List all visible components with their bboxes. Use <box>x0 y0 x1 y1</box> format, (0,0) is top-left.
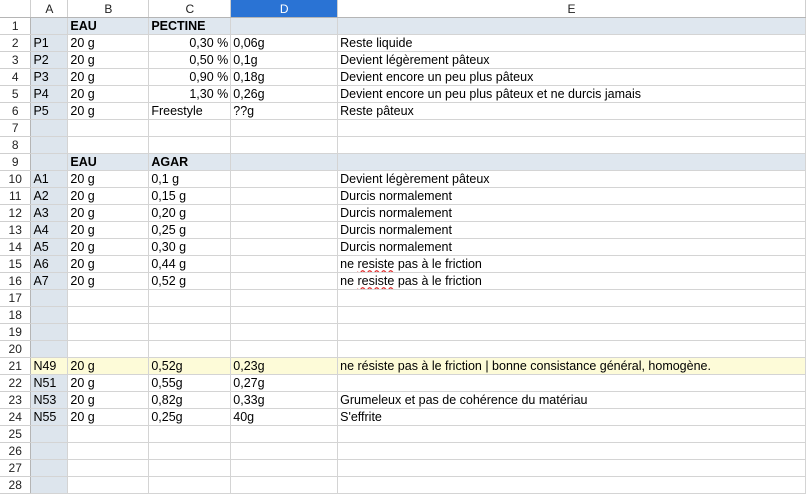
cell-e[interactable] <box>338 460 806 477</box>
column-header-a[interactable]: A <box>31 0 68 18</box>
cell-e[interactable]: Devient légèrement pâteux <box>338 52 806 69</box>
sheet-row <box>0 392 806 409</box>
cell-a[interactable] <box>31 460 68 477</box>
cell-e[interactable]: Devient encore un peu plus pâteux <box>338 69 806 86</box>
cell-b[interactable]: 20 g <box>68 86 149 103</box>
column-header-e[interactable]: E <box>338 0 806 18</box>
cell-e[interactable]: Durcis normalement <box>338 188 806 205</box>
cell-d[interactable] <box>231 426 338 443</box>
cell-a[interactable]: A2 <box>31 188 68 205</box>
cell-b[interactable] <box>68 477 149 494</box>
sheet-row <box>0 460 806 477</box>
cell-c[interactable]: 0,82g <box>149 392 231 409</box>
cell-a[interactable] <box>31 324 68 341</box>
cell-c[interactable]: 0,20 g <box>149 205 231 222</box>
sheet-row <box>0 375 806 392</box>
cell-e[interactable]: Reste liquide <box>338 35 806 52</box>
cell-c[interactable]: 0,25g <box>149 409 231 426</box>
cell-d[interactable] <box>231 290 338 307</box>
cell-e[interactable] <box>338 256 806 273</box>
row-header[interactable]: 11 <box>0 188 31 205</box>
cell-a[interactable]: P3 <box>31 69 68 86</box>
cell-d[interactable] <box>231 256 338 273</box>
row-header[interactable]: 14 <box>0 239 31 256</box>
cell-d[interactable]: 0,06g <box>231 35 338 52</box>
cell-c[interactable]: 0,25 g <box>149 222 231 239</box>
row-header[interactable]: 10 <box>0 171 31 188</box>
row-header[interactable]: 27 <box>0 460 31 477</box>
row-header[interactable]: 13 <box>0 222 31 239</box>
cell-c[interactable] <box>149 460 231 477</box>
row-header[interactable]: 1 <box>0 18 31 35</box>
cell-d[interactable] <box>231 324 338 341</box>
cell-b[interactable]: 20 g <box>68 239 149 256</box>
sheet-row <box>0 18 806 35</box>
cell-a[interactable] <box>31 307 68 324</box>
sheet-row <box>0 239 806 256</box>
column-header-d[interactable]: D <box>231 0 338 18</box>
cell-a[interactable] <box>31 443 68 460</box>
cell-c[interactable]: AGAR <box>149 154 231 171</box>
cell-c[interactable]: 0,52g <box>149 358 231 375</box>
cell-a[interactable] <box>31 137 68 154</box>
cell-text: ne <box>340 274 358 288</box>
sheet-row <box>0 307 806 324</box>
column-header-b[interactable]: B <box>68 0 149 18</box>
sheet-row <box>0 222 806 239</box>
cell-b[interactable] <box>68 341 149 358</box>
cell-c[interactable] <box>149 307 231 324</box>
sheet-row <box>0 120 806 137</box>
cell-a[interactable]: A1 <box>31 171 68 188</box>
cell-a[interactable]: A3 <box>31 205 68 222</box>
sheet-row <box>0 273 806 290</box>
cell-b[interactable]: 20 g <box>68 103 149 120</box>
cell-b[interactable]: 20 g <box>68 375 149 392</box>
cell-a[interactable] <box>31 154 68 171</box>
sheet-row <box>0 205 806 222</box>
cell-b[interactable] <box>68 290 149 307</box>
cell-e[interactable]: Durcis normalement <box>338 239 806 256</box>
cell-c[interactable]: 0,55g <box>149 375 231 392</box>
cell-e[interactable]: Devient légèrement pâteux <box>338 171 806 188</box>
cell-e[interactable] <box>338 477 806 494</box>
cell-text: ne <box>340 257 358 271</box>
cell-a[interactable]: A6 <box>31 256 68 273</box>
cell-e[interactable]: Reste pâteux <box>338 103 806 120</box>
cell-b[interactable] <box>68 324 149 341</box>
cell-d[interactable] <box>231 307 338 324</box>
cell-a[interactable]: N49 <box>31 358 68 375</box>
cell-e[interactable]: ne résiste pas à le friction | bonne consistance général, homogène. <box>338 358 806 375</box>
cell-c[interactable] <box>149 341 231 358</box>
cell-a[interactable]: N55 <box>31 409 68 426</box>
cell-b[interactable]: EAU <box>68 18 149 35</box>
cell-d[interactable] <box>231 460 338 477</box>
sheet-row <box>0 426 806 443</box>
cell-b[interactable]: 20 g <box>68 188 149 205</box>
row-header[interactable]: 16 <box>0 273 31 290</box>
cell-e[interactable] <box>338 375 806 392</box>
cell-c[interactable]: 0,30 % <box>149 35 231 52</box>
cell-d[interactable] <box>231 171 338 188</box>
sheet-row <box>0 290 806 307</box>
cell-b[interactable] <box>68 120 149 137</box>
row-header[interactable]: 9 <box>0 154 31 171</box>
cell-b[interactable]: 20 g <box>68 69 149 86</box>
cell-e[interactable] <box>338 426 806 443</box>
cell-c[interactable]: 0,44 g <box>149 256 231 273</box>
cell-b[interactable] <box>68 137 149 154</box>
cell-a[interactable] <box>31 341 68 358</box>
cell-b[interactable]: 20 g <box>68 273 149 290</box>
cell-text: pas à le friction <box>394 274 482 288</box>
cell-c[interactable]: 0,52 g <box>149 273 231 290</box>
cell-e[interactable] <box>338 273 806 290</box>
select-all-corner[interactable] <box>0 0 31 18</box>
cell-a[interactable] <box>31 120 68 137</box>
sheet-row <box>0 86 806 103</box>
cell-b[interactable] <box>68 307 149 324</box>
sheet-row <box>0 35 806 52</box>
cell-b[interactable]: 20 g <box>68 392 149 409</box>
misspelled-word: resiste <box>357 274 395 288</box>
cell-c[interactable] <box>149 324 231 341</box>
cell-d[interactable]: 0,23g <box>231 358 338 375</box>
row-header[interactable]: 25 <box>0 426 31 443</box>
sheet-row <box>0 52 806 69</box>
cell-c[interactable]: 0,30 g <box>149 239 231 256</box>
sheet-row <box>0 171 806 188</box>
cell-a[interactable]: A4 <box>31 222 68 239</box>
cell-e[interactable]: Devient encore un peu plus pâteux et ne durcis jamais <box>338 86 806 103</box>
sheet-row <box>0 188 806 205</box>
cell-a[interactable] <box>31 18 68 35</box>
cell-a[interactable] <box>31 290 68 307</box>
cell-d[interactable] <box>231 273 338 290</box>
cell-b[interactable]: 20 g <box>68 222 149 239</box>
row-header[interactable]: 22 <box>0 375 31 392</box>
row-header[interactable]: 2 <box>0 35 31 52</box>
cell-b[interactable]: 20 g <box>68 52 149 69</box>
sheet-row <box>0 358 806 375</box>
cell-d[interactable] <box>231 239 338 256</box>
column-header-c[interactable]: C <box>149 0 231 18</box>
cell-text: pas à le friction <box>394 257 482 271</box>
cell-a[interactable] <box>31 477 68 494</box>
cell-e[interactable] <box>338 18 806 35</box>
row-header[interactable]: 12 <box>0 205 31 222</box>
cell-e[interactable]: Grumeleux et pas de cohérence du matériau <box>338 392 806 409</box>
cell-b[interactable] <box>68 460 149 477</box>
cell-c[interactable]: PECTINE <box>149 18 231 35</box>
sheet-rows <box>0 18 806 494</box>
row-header[interactable]: 8 <box>0 137 31 154</box>
cell-c[interactable] <box>149 290 231 307</box>
sheet-row <box>0 256 806 273</box>
sheet-row <box>0 69 806 86</box>
misspelled-word: resiste <box>357 257 395 271</box>
cell-c[interactable] <box>149 120 231 137</box>
row-header[interactable]: 3 <box>0 52 31 69</box>
cell-a[interactable]: A7 <box>31 273 68 290</box>
cell-e[interactable] <box>338 341 806 358</box>
sheet-row <box>0 103 806 120</box>
cell-c[interactable]: 0,50 % <box>149 52 231 69</box>
row-header[interactable]: 17 <box>0 290 31 307</box>
row-header[interactable]: 28 <box>0 477 31 494</box>
cell-d[interactable] <box>231 205 338 222</box>
row-header[interactable]: 5 <box>0 86 31 103</box>
cell-b[interactable]: 20 g <box>68 205 149 222</box>
cell-c[interactable] <box>149 426 231 443</box>
sheet-row <box>0 409 806 426</box>
cell-b[interactable] <box>68 426 149 443</box>
cell-c[interactable]: 0,90 % <box>149 69 231 86</box>
cell-d[interactable]: 0,27g <box>231 375 338 392</box>
cell-d[interactable] <box>231 443 338 460</box>
cell-e[interactable]: Durcis normalement <box>338 222 806 239</box>
row-header[interactable]: 19 <box>0 324 31 341</box>
cell-b[interactable]: 20 g <box>68 256 149 273</box>
cell-a[interactable]: A5 <box>31 239 68 256</box>
sheet-row <box>0 154 806 171</box>
cell-d[interactable]: 0,18g <box>231 69 338 86</box>
cell-d[interactable]: ??g <box>231 103 338 120</box>
cell-e[interactable] <box>338 154 806 171</box>
cell-d[interactable] <box>231 341 338 358</box>
row-header[interactable]: 4 <box>0 69 31 86</box>
cell-d[interactable] <box>231 154 338 171</box>
cell-c[interactable]: 0,1 g <box>149 171 231 188</box>
cell-c[interactable]: Freestyle <box>149 103 231 120</box>
sheet-row <box>0 137 806 154</box>
cell-e[interactable] <box>338 443 806 460</box>
cell-e[interactable]: S'effrite <box>338 409 806 426</box>
cell-e[interactable] <box>338 307 806 324</box>
cell-a[interactable]: N53 <box>31 392 68 409</box>
column-header-row <box>0 0 806 18</box>
cell-b[interactable] <box>68 443 149 460</box>
cell-d[interactable] <box>231 222 338 239</box>
row-header[interactable]: 20 <box>0 341 31 358</box>
cell-d[interactable]: 0,33g <box>231 392 338 409</box>
row-header[interactable]: 18 <box>0 307 31 324</box>
cell-d[interactable] <box>231 120 338 137</box>
row-header[interactable]: 6 <box>0 103 31 120</box>
cell-a[interactable] <box>31 426 68 443</box>
cell-d[interactable]: 0,1g <box>231 52 338 69</box>
cell-a[interactable]: P1 <box>31 35 68 52</box>
cell-b[interactable]: 20 g <box>68 358 149 375</box>
sheet-row <box>0 443 806 460</box>
cell-a[interactable]: P2 <box>31 52 68 69</box>
sheet-row <box>0 477 806 494</box>
cell-d[interactable] <box>231 188 338 205</box>
cell-a[interactable]: P5 <box>31 103 68 120</box>
cell-d[interactable]: 0,26g <box>231 86 338 103</box>
cell-b[interactable]: 20 g <box>68 171 149 188</box>
cell-e[interactable] <box>338 324 806 341</box>
cell-c[interactable] <box>149 443 231 460</box>
row-header[interactable]: 24 <box>0 409 31 426</box>
cell-a[interactable]: N51 <box>31 375 68 392</box>
row-header[interactable]: 26 <box>0 443 31 460</box>
cell-c[interactable]: 1,30 % <box>149 86 231 103</box>
cell-b[interactable]: EAU <box>68 154 149 171</box>
cell-d[interactable] <box>231 477 338 494</box>
cell-b[interactable]: 20 g <box>68 35 149 52</box>
row-header[interactable]: 21 <box>0 358 31 375</box>
cell-a[interactable]: P4 <box>31 86 68 103</box>
cell-d[interactable] <box>231 18 338 35</box>
cell-c[interactable]: 0,15 g <box>149 188 231 205</box>
cell-c[interactable] <box>149 137 231 154</box>
cell-e[interactable] <box>338 120 806 137</box>
sheet-row <box>0 324 806 341</box>
cell-c[interactable] <box>149 477 231 494</box>
row-header[interactable]: 7 <box>0 120 31 137</box>
cell-d[interactable]: 40g <box>231 409 338 426</box>
cell-e[interactable] <box>338 137 806 154</box>
cell-b[interactable]: 20 g <box>68 409 149 426</box>
cell-e[interactable] <box>338 290 806 307</box>
cell-e[interactable]: Durcis normalement <box>338 205 806 222</box>
row-header[interactable]: 15 <box>0 256 31 273</box>
sheet-row <box>0 341 806 358</box>
cell-d[interactable] <box>231 137 338 154</box>
row-header[interactable]: 23 <box>0 392 31 409</box>
